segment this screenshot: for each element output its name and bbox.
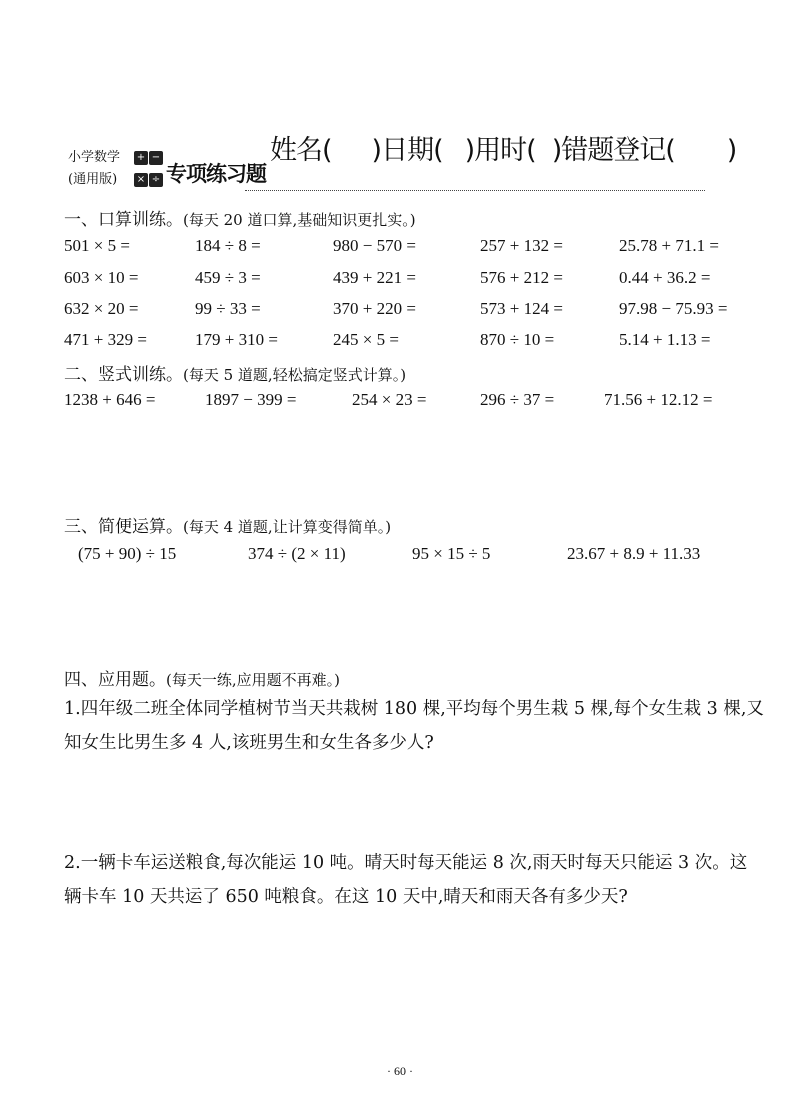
section4-note: (每天一练,应用题不再难。) [166, 671, 340, 689]
name-label: 姓名( [270, 135, 332, 166]
vertical-calc-item: 254 × 23 = [352, 390, 427, 409]
divide-icon: ÷ [149, 173, 163, 187]
mental-math-item: 245 × 5 = [333, 330, 399, 349]
mental-math-item: 471 + 329 = [64, 330, 147, 349]
student-info-bar [270, 128, 736, 167]
mental-math-item: 632 × 20 = [64, 299, 139, 318]
brand-title: 专项练习题 [166, 162, 266, 186]
section4-heading: 四、应用题。 [64, 670, 166, 690]
mental-math-item: 184 ÷ 8 = [195, 236, 261, 255]
mental-math-item: 870 ÷ 10 = [480, 330, 555, 349]
plus-icon: + [134, 151, 148, 165]
error-label: )错题登记( [551, 135, 675, 166]
simplify-item: 95 × 15 ÷ 5 [412, 544, 491, 563]
section3-note: (每天 4 道题,让计算变得简单。) [183, 518, 392, 536]
brand-line1: 小学数学 [68, 150, 121, 165]
vertical-calc-item: 71.56 + 12.12 = [604, 390, 713, 409]
mental-math-item: 576 + 212 = [480, 268, 563, 287]
vertical-calc-item: 296 ÷ 37 = [480, 390, 555, 409]
brand-line2: (通用版) [68, 172, 118, 187]
mental-math-item: 5.14 + 1.13 = [619, 330, 711, 349]
page-number: · 60 · [387, 1064, 413, 1078]
mental-math-item: 179 + 310 = [195, 330, 278, 349]
word-problem-1: 1.四年级二班全体同学植树节当天共栽树 180 棵,平均每个男生栽 5 棵,每个女生栽 3 棵,又知女生比男生多 4 人,该班男生和女生各多少人? [64, 699, 764, 753]
section2-heading: 二、竖式训练。 [64, 365, 183, 385]
mental-math-item: 370 + 220 = [333, 299, 416, 318]
mental-math-item: 980 − 570 = [333, 236, 416, 255]
section4-title [64, 665, 340, 690]
section2-title [64, 360, 406, 385]
section1-heading: 一、口算训练。 [64, 210, 183, 230]
word-problem-2: 2.一辆卡车运送粮食,每次能运 10 吨。晴天时每天能运 8 次,雨天时每天只能运 3 次。这辆卡车 10 天共运了 650 吨粮食。在这 10 天中,晴天和雨天各有多少天? [64, 853, 748, 907]
mental-math-item: 0.44 + 36.2 = [619, 268, 711, 287]
brand-logo [68, 150, 266, 190]
mental-math-item: 573 + 124 = [480, 299, 563, 318]
mental-math-item: 99 ÷ 33 = [195, 299, 261, 318]
mental-math-item: 439 + 221 = [333, 268, 416, 287]
mental-math-item: 97.98 − 75.93 = [619, 299, 728, 318]
mental-math-item: 603 × 10 = [64, 268, 139, 287]
simplify-item: (75 + 90) ÷ 15 [78, 544, 177, 563]
mental-math-item: 501 × 5 = [64, 236, 130, 255]
simplify-item: 23.67 + 8.9 + 11.33 [567, 544, 701, 563]
mental-math-item: 257 + 132 = [480, 236, 563, 255]
mental-math-item: 459 ÷ 3 = [195, 268, 261, 287]
time-label: )用时( [464, 135, 536, 166]
section1-note: (每天 20 道口算,基础知识更扎实。) [183, 211, 416, 229]
close-paren: ) [726, 135, 737, 166]
vertical-calc-item: 1238 + 646 = [64, 390, 156, 409]
minus-icon: − [149, 151, 163, 165]
simplify-item: 374 ÷ (2 × 11) [248, 544, 346, 563]
date-label: )日期( [371, 135, 443, 166]
section3-title [64, 512, 391, 537]
section1-title [64, 205, 416, 230]
section3-heading: 三、简便运算。 [64, 517, 183, 537]
section2-note: (每天 5 道题,轻松搞定竖式计算。) [183, 366, 407, 384]
header-divider [245, 190, 705, 191]
mental-math-item: 25.78 + 71.1 = [619, 236, 719, 255]
times-icon: × [134, 173, 148, 187]
vertical-calc-item: 1897 − 399 = [205, 390, 297, 409]
